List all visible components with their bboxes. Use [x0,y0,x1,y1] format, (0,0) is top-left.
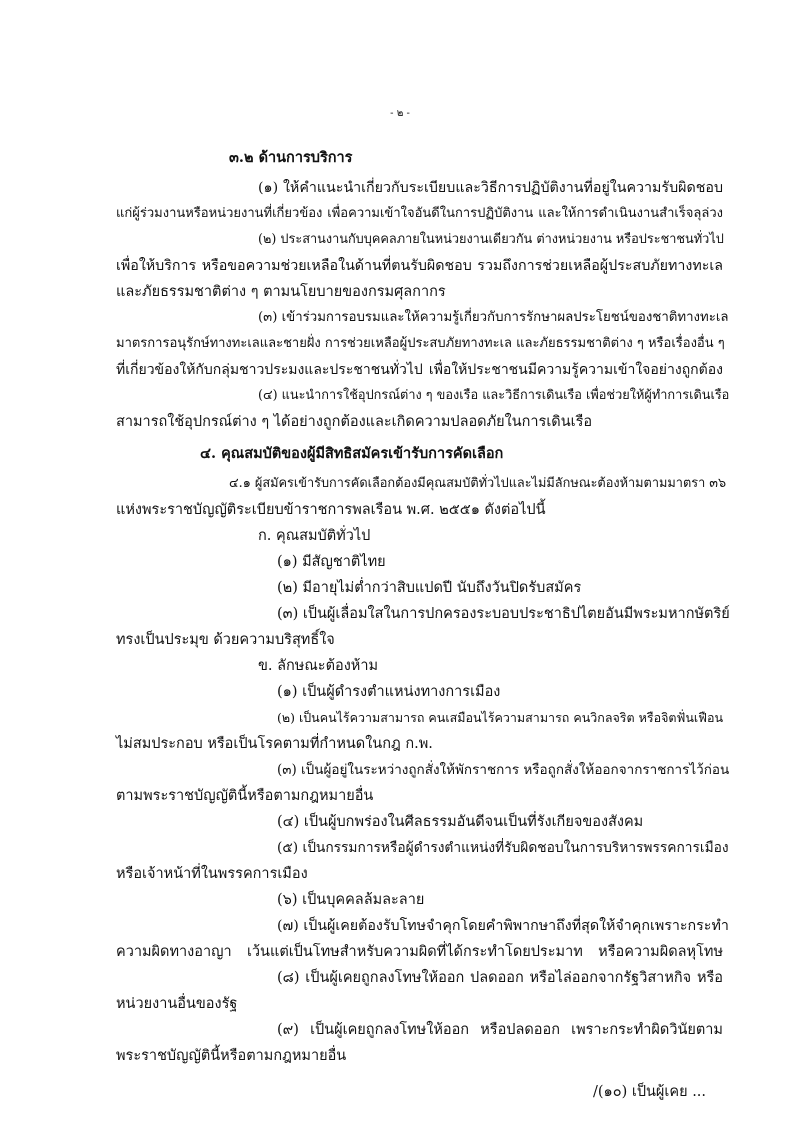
paragraph-3-2-1-line-2: แก่ผู้ร่วมงานหรือหน่วยงานที่เกี่ยวข้อง เพื่อความเข้าใจอันดีในการปฏิบัติงาน และให้การดำเนินงานสำเร็จลุล่วง [116,206,723,221]
section-4-1-line-2: แห่งพระราชบัญญัติระเบียบข้าราชการพลเรือน พ.ศ. ๒๕๕๑ ดังต่อไปนี้ [116,502,546,518]
prohibited-item-5-line-2: หรือเจ้าหน้าที่ในพรรคการเมือง [116,866,308,882]
paragraph-3-2-1-line-1: (๑) ให้คำแนะนำเกี่ยวกับระเบียบและวิธีการปฏิบัติงานที่อยู่ในความรับผิดชอบ [258,180,723,196]
general-item-2: (๒) มีอายุไม่ต่ำกว่าสิบแปดปี นับถึงวันปิดรับสมัคร [277,580,582,596]
paragraph-3-2-4-line-2: สามารถใช้อุปกรณ์ต่าง ๆ ได้อย่างถูกต้องและเกิดความปลอดภัยในการเดินเรือ [116,414,593,430]
prohibited-item-7-line-1: (๗) เป็นผู้เคยต้องรับโทษจำคุกโดยคำพิพากษาถึงที่สุดให้จำคุกเพราะกระทำ [277,918,729,934]
general-item-3-line-1: (๓) เป็นผู้เลื่อมใสในการปกครองระบอบประชาธิปไตยอันมีพระมหากษัตริย์ [277,606,730,622]
general-item-1: (๑) มีสัญชาติไทย [277,554,386,570]
prohibited-item-8-line-2: หน่วยงานอื่นของรัฐ [116,996,238,1012]
general-qualifications-heading: ก. คุณสมบัติทั่วไป [258,528,371,544]
prohibited-item-3-line-1: (๓) เป็นผู้อยู่ในระหว่างถูกสั่งให้พักราชการ หรือถูกสั่งให้ออกจากราชการไว้ก่อน [277,762,730,778]
prohibited-item-3-line-2: ตามพระราชบัญญัตินี้หรือตามกฎหมายอื่น [116,788,374,804]
paragraph-3-2-4-line-1: (๔) แนะนำการใช้อุปกรณ์ต่าง ๆ ของเรือ และวิธีการเดินเรือ เพื่อช่วยให้ผู้ทำการเดินเรือ [258,388,730,403]
paragraph-3-2-3-line-1: (๓) เข้าร่วมการอบรมและให้ความรู้เกี่ยวกับการรักษาผลประโยชน์ของชาติทางทะเล [258,310,729,325]
prohibited-item-4: (๔) เป็นผู้บกพร่องในศีลธรรมอันดีจนเป็นที่รังเกียจของสังคม [277,814,644,830]
section-4-1-line-1: ๔.๑ ผู้สมัครเข้ารับการคัดเลือกต้องมีคุณสมบัติทั่วไปและไม่มีลักษณะต้องห้ามตามมาตรา ๓๖ [229,476,727,491]
prohibited-item-6: (๖) เป็นบุคคลล้มละลาย [277,892,425,908]
prohibited-item-9-line-1: (๙) เป็นผู้เคยถูกลงโทษให้ออก หรือปลดออก เพราะกระทำผิดวินัยตาม [277,1022,723,1038]
continuation-note: /(๑๐) เป็นผู้เคย ... [593,1084,707,1100]
paragraph-3-2-3-line-3: ที่เกี่ยวข้องให้กับกลุ่มชาวประมงและประชาชนทั่วไป เพื่อให้ประชาชนมีความรู้ความเข้าใจอย่างถูกต้อง [116,362,723,378]
prohibited-item-2-line-1: (๒) เป็นคนไร้ความสามารถ คนเสมือนไร้ความสามารถ คนวิกลจริต หรือจิตฟั่นเฟือน [277,710,724,725]
section-4-heading: ๔. คุณสมบัติของผู้มีสิทธิสมัครเข้ารับการคัดเลือก [200,445,504,462]
general-item-3-line-2: ทรงเป็นประมุข ด้วยความบริสุทธิ์ใจ [116,632,335,648]
prohibited-item-9-line-2: พระราชบัญญัตินี้หรือตามกฎหมายอื่น [116,1048,347,1064]
prohibited-item-1: (๑) เป็นผู้ดำรงตำแหน่งทางการเมือง [277,684,501,700]
prohibited-heading: ข. ลักษณะต้องห้าม [258,658,379,674]
prohibited-item-8-line-1: (๘) เป็นผู้เคยถูกลงโทษให้ออก ปลดออก หรือไล่ออกจากรัฐวิสาหกิจ หรือ [277,970,723,986]
prohibited-item-5-line-1: (๕) เป็นกรรมการหรือผู้ดำรงตำแหน่งที่รับผิดชอบในการบริหารพรรคการเมือง [277,840,729,856]
section-3-2-heading: ๓.๒ ด้านการบริการ [229,149,353,166]
prohibited-item-2-line-2: ไม่สมประกอบ หรือเป็นโรคตามที่กำหนดในกฎ ก.พ. [116,736,433,752]
paragraph-3-2-2-line-3: และภัยธรรมชาติต่าง ๆ ตามนโยบายของกรมศุลกากร [116,284,446,300]
paragraph-3-2-2-line-1: (๒) ประสานงานกับบุคคลภายในหน่วยงานเดียวกัน ต่างหน่วยงาน หรือประชาชนทั่วไป [258,232,724,247]
prohibited-item-7-line-2: ความผิดทางอาญา เว้นแต่เป็นโทษสำหรับความผิดที่ได้กระทำโดยประมาท หรือความผิดลหุโทษ [116,944,723,960]
page-number: - ๒ - [390,108,410,119]
paragraph-3-2-2-line-2: เพื่อให้บริการ หรือขอความช่วยเหลือในด้านที่ตนรับผิดชอบ รวมถึงการช่วยเหลือผู้ประสบภัยทางทะเล [116,258,723,274]
paragraph-3-2-3-line-2: มาตรการอนุรักษ์ทางทะเลและชายฝั่ง การช่วยเหลือผู้ประสบภัยทางทะเล และภัยธรรมชาติต่าง ๆ หรือเรื่องอื่น ๆ [116,336,725,351]
